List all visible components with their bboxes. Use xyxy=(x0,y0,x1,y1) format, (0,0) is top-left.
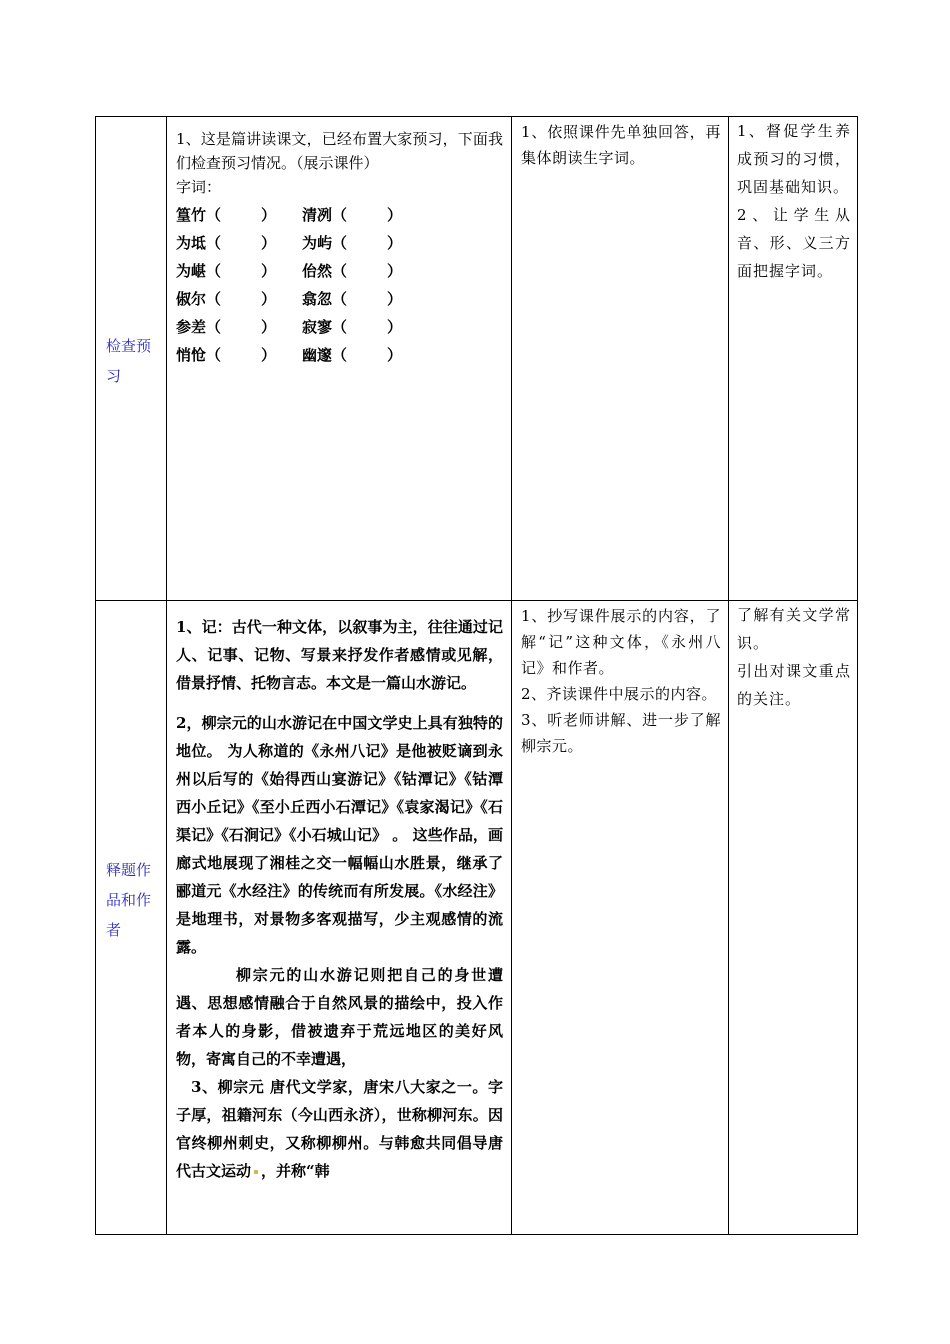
design-intent-cell xyxy=(729,117,858,601)
teacher-activity xyxy=(167,117,511,369)
row-label xyxy=(96,117,166,391)
word-row: 悄怆（ ） 幽邃（ ） xyxy=(176,346,403,364)
row-label-line: 品和作 xyxy=(106,891,152,909)
paragraph-author: 3、柳宗元 唐代文学家，唐宋八大家之一。字子厚，祖籍河东（今山西永济），世称柳河东。因官终柳州刺史，又称柳柳州。与韩愈共同倡导唐代古文运动 ，并称“韩 xyxy=(176,1078,503,1180)
intro-text: 1、这是篇讲读课文，已经布置大家预习，下面我们检查预习情况。（展示课件） xyxy=(176,130,503,172)
teacher-activity-cell xyxy=(167,117,512,601)
student-item: 2、齐读课件中展示的内容。 xyxy=(521,685,718,703)
row-label xyxy=(96,601,166,945)
word-row: 篁竹（ ） 清冽（ ） xyxy=(176,206,403,224)
row-label-cell xyxy=(96,117,167,601)
teacher-activity xyxy=(167,601,511,1185)
row-label-line: 检查预 xyxy=(106,337,152,355)
student-activity xyxy=(512,601,728,759)
row-label-line: 者 xyxy=(106,921,122,939)
row-label-line: 释题作 xyxy=(106,861,152,879)
student-activity-cell xyxy=(512,601,729,1235)
word-list xyxy=(176,201,503,369)
intent-item: 引出对课文重点的关注。 xyxy=(737,662,851,708)
intent-item: 2、让学生从音、形、义三方面把握字词。 xyxy=(737,206,851,280)
table-row xyxy=(96,117,858,601)
student-activity-cell xyxy=(512,117,729,601)
lesson-plan-table xyxy=(95,116,858,1235)
design-intent-cell xyxy=(729,601,858,1235)
word-row: 为嵁（ ） 佁然（ ） xyxy=(176,262,403,280)
row-label-cell xyxy=(96,601,167,1235)
paragraph-youji: 柳宗元的山水游记则把自己的身世遭遇、思想感情融合于自然风景的描绘中，投入作者本人的身影，借被遗弃于荒远地区的美好风物，寄寓自己的不幸遭遇， xyxy=(176,966,503,1068)
student-item: 1、抄写课件展示的内容，了解“记”这种文体，《永州八记》和作者。 xyxy=(521,607,721,677)
teacher-activity-cell xyxy=(167,601,512,1235)
paragraph-wenti: 1、记：古代一种文体，以叙事为主，往往通过记人、记事、记物、写景来抒发作者感情或见解，借景抒情、托物言志。本文是一篇山水游记。 xyxy=(176,618,503,692)
student-activity xyxy=(512,117,728,171)
word-row: 俶尔（ ） 翕忽（ ） xyxy=(176,290,403,308)
intent-item: 1、督促学生养成预习的习惯，巩固基础知识。 xyxy=(737,122,851,196)
design-intent xyxy=(729,117,857,285)
words-title: 字词： xyxy=(176,178,222,196)
word-row: 参差（ ） 寂寥（ ） xyxy=(176,318,403,336)
intent-item: 了解有关文学常识。 xyxy=(737,606,851,652)
word-row: 为坻（ ） 为屿（ ） xyxy=(176,234,403,252)
paragraph-yongzhou: 2，柳宗元的山水游记在中国文学史上具有独特的地位。 为人称道的《永州八记》是他被贬谪到永州以后写的《始得西山宴游记》《钴潭记》《钴潭西小丘记》《至小丘西小石潭记》《袁家渴记》《石渠记》《石涧记》《小石城山记》 。 这些作品，画廊式地展现了湘桂之交一幅幅山水胜景，继承了郦道元《水经注》的传统而有所发展。《水经注》是地理书，对景物多客观描写，少主观感情的流露。 xyxy=(176,714,503,956)
row-label-line: 习 xyxy=(106,367,122,385)
table-row xyxy=(96,601,858,1235)
student-item: 3、听老师讲解、进一步了解柳宗元。 xyxy=(521,711,721,755)
student-item: 1、依照课件先单独回答，再集体朗读生字词。 xyxy=(521,123,721,167)
design-intent xyxy=(729,601,857,713)
mark-square-icon xyxy=(254,1170,258,1174)
